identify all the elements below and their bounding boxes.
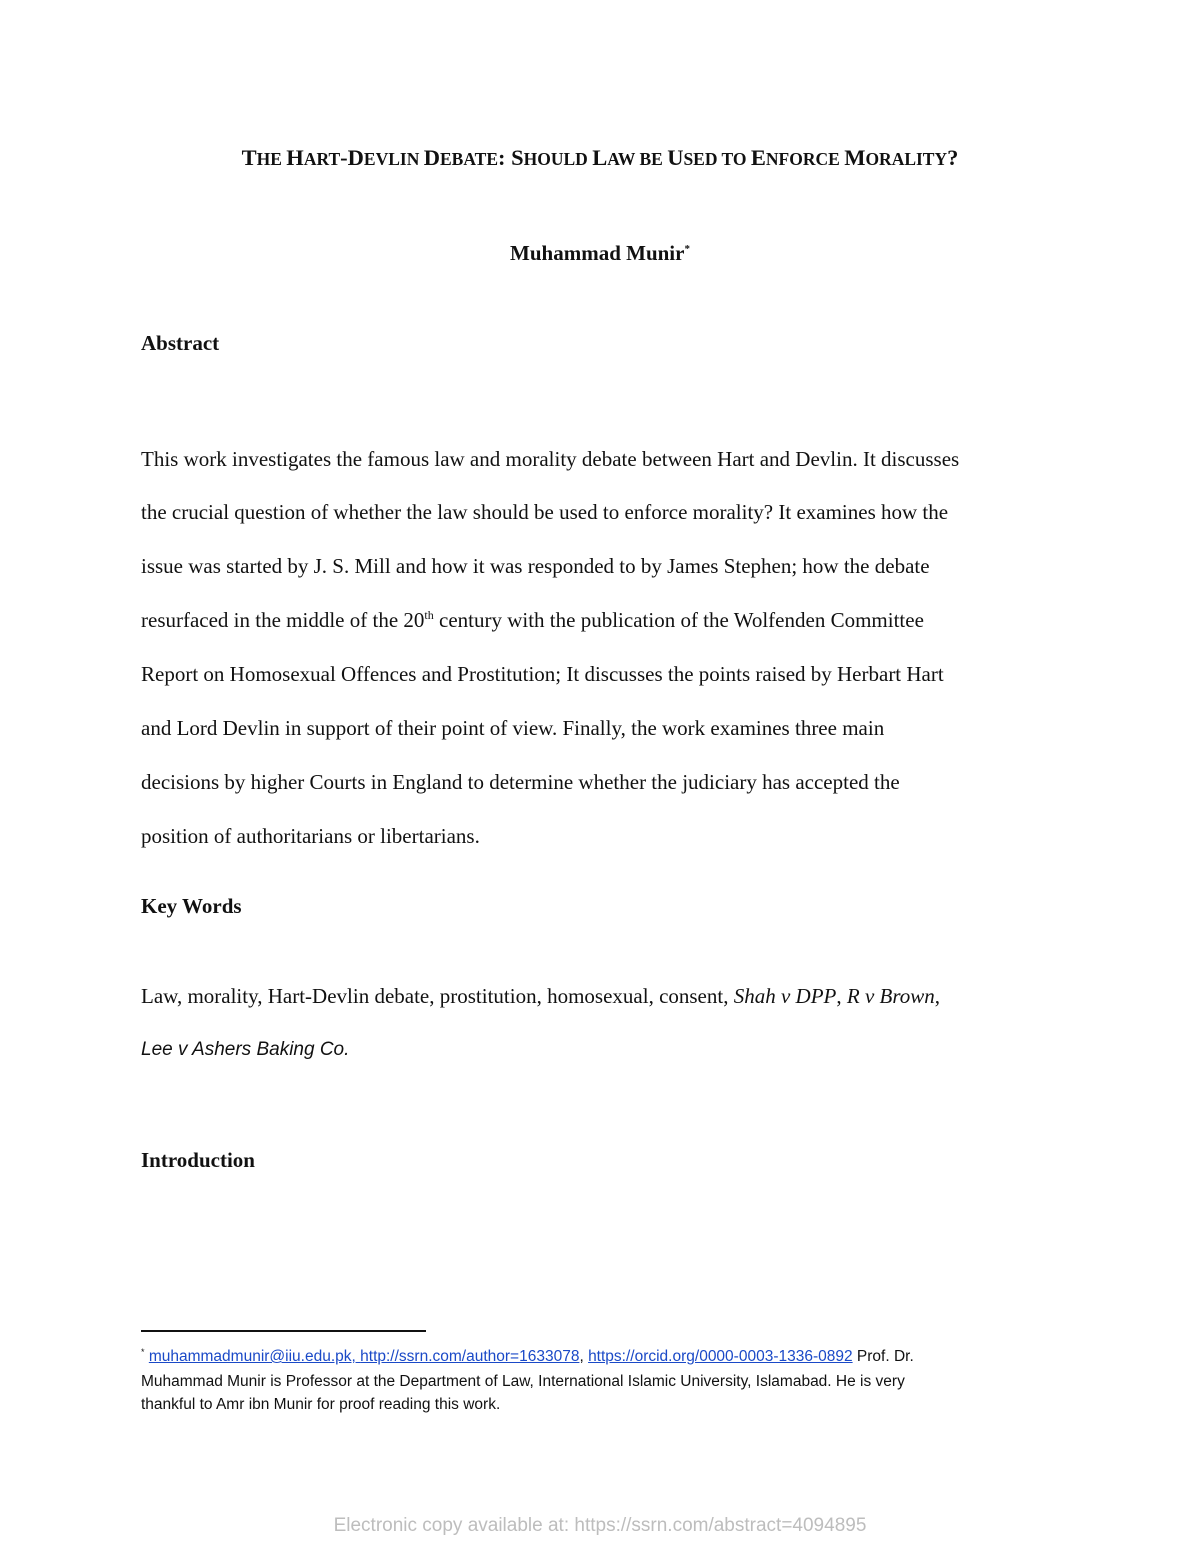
title-part: T [241, 145, 257, 170]
footnote-line: thankful to Amr ibn Munir for proof reading this work. [141, 1396, 501, 1413]
title-part: -D [340, 145, 364, 170]
title-part: EVLIN [363, 149, 424, 169]
keywords-separator: , [836, 984, 847, 1008]
case-name: Shah v DPP [733, 984, 837, 1008]
keywords-heading: Key Words [141, 894, 242, 918]
footnote [141, 1345, 1061, 1416]
title-part: HE [256, 149, 287, 169]
title-part: ORALITY [865, 149, 948, 169]
abstract-line [141, 605, 924, 638]
footnote-line: Muhammad Munir is Professor at the Department of Law, International Islamic University, Islamabad. He is very [141, 1373, 905, 1390]
paper-title [0, 141, 1200, 176]
title-part: L [592, 145, 608, 170]
ordinal-superscript: th [424, 608, 434, 622]
case-name: R v Brown [846, 984, 935, 1008]
ssrn-link[interactable]: http://ssrn.com/author=1633078 [360, 1348, 580, 1365]
email-link[interactable]: muhammadmunir@iiu.edu.pk [148, 1348, 352, 1365]
title-part: EBATE [439, 149, 498, 169]
title-part: H [286, 145, 304, 170]
title-part: HOULD [523, 149, 593, 169]
abstract-line-text: resurfaced in the middle of the 20 [141, 608, 425, 632]
title-part: U [667, 145, 684, 170]
author-line [0, 238, 1200, 272]
author-footnote-mark[interactable]: * [684, 243, 690, 255]
title-part: AW BE [607, 149, 668, 169]
title-part: SED TO [683, 149, 751, 169]
keywords-line [141, 981, 940, 1011]
title-part: D [423, 145, 440, 170]
title-part: M [844, 145, 866, 170]
link-separator: , [351, 1348, 361, 1365]
title-part: ? [947, 145, 959, 170]
abstract-heading: Abstract [141, 331, 220, 355]
title-part: ART [303, 149, 341, 169]
case-name: Lee v Ashers Baking Co. [141, 1039, 350, 1060]
footnote-text: Prof. Dr. [852, 1348, 914, 1365]
introduction-heading: Introduction [141, 1148, 255, 1172]
title-part: NFORCE [765, 149, 845, 169]
abstract-line-text: century with the publication of the Wolfenden Committee [433, 608, 924, 632]
title-part: : S [498, 145, 524, 170]
abstract-line: This work investigates the famous law and morality debate between Hart and Devlin. It discusses [141, 447, 960, 471]
keywords-text: Law, morality, Hart-Devlin debate, prostitution, homosexual, consent, [141, 984, 734, 1008]
footnote-line [141, 1345, 1061, 1370]
footnote-separator [141, 1330, 426, 1332]
abstract-line: issue was started by J. S. Mill and how it was responded to by James Stephen; how the debate [141, 554, 930, 578]
abstract-line: Report on Homosexual Offences and Prostitution; It discusses the points raised by Herbart Hart [141, 662, 944, 686]
abstract-line: and Lord Devlin in support of their point of view. Finally, the work examines three main [141, 716, 885, 740]
abstract-line: the crucial question of whether the law should be used to enforce morality? It examines how the [141, 500, 949, 524]
footnote-mark: * [141, 1347, 145, 1357]
abstract-line: position of authoritarians or libertarians. [141, 824, 480, 848]
link-separator: , [579, 1348, 589, 1365]
orcid-link[interactable]: https://orcid.org/0000-0003-1336-0892 [588, 1348, 853, 1365]
ssrn-watermark: Electronic copy available at: https://ssrn.com/abstract=4094895 [333, 1515, 867, 1536]
author-name: Muhammad Munir [510, 241, 685, 265]
title-part: E [750, 145, 766, 170]
keywords-separator: , [934, 984, 941, 1008]
abstract-line: decisions by higher Courts in England to determine whether the judiciary has accepted the [141, 770, 900, 794]
